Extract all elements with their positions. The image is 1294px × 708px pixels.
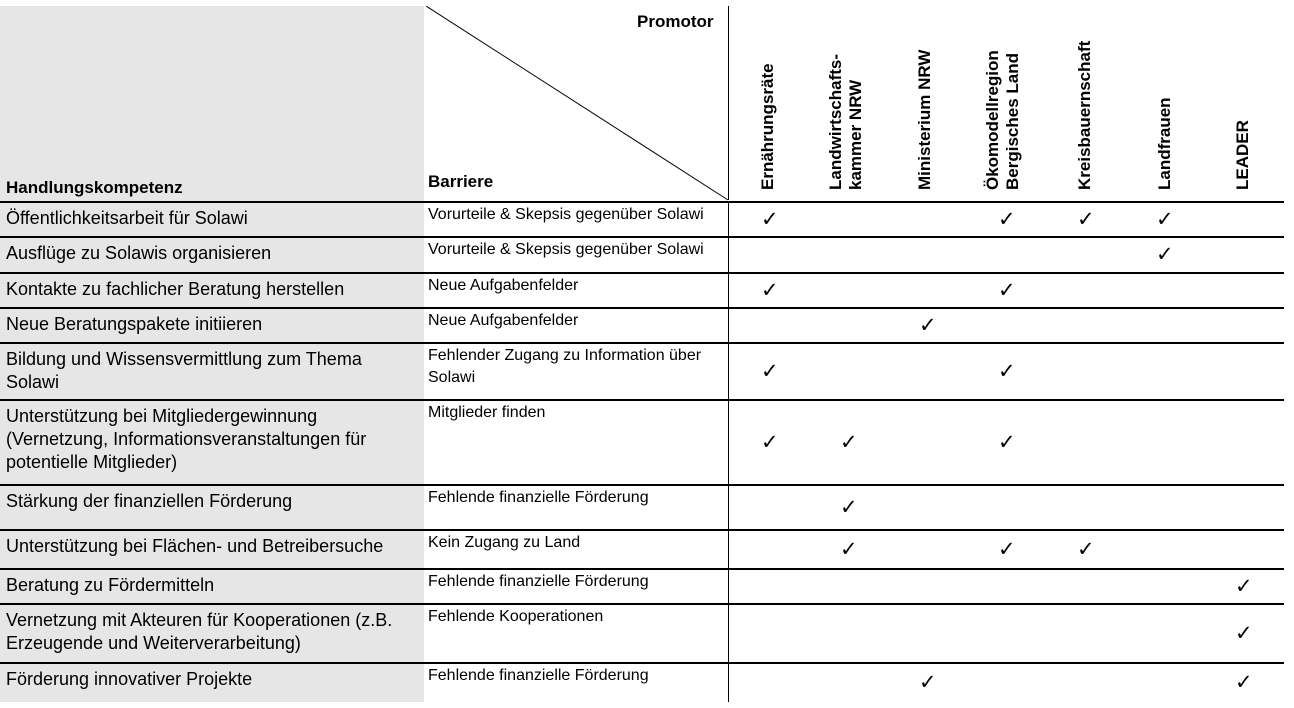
- promoter-header: Promotor: [637, 12, 714, 31]
- competence-text: Ausflüge zu Solawis organisieren: [6, 243, 272, 263]
- competence-text: Vernetzung mit Akteuren für Kooperationen (z.B. Erzeugende und Weiterverarbeitung): [6, 610, 393, 653]
- barrier-text: Fehlende finanzielle Förderung: [428, 489, 649, 506]
- row-column-divider: [728, 664, 729, 702]
- check-mark: ✓: [761, 358, 779, 383]
- check-mark: ✓: [1235, 620, 1253, 645]
- row-column-divider: [728, 274, 729, 307]
- barrier-header: Barriere: [428, 172, 494, 191]
- check-mark: ✓: [998, 277, 1016, 302]
- competence-text: Neue Beratungspakete initiieren: [6, 314, 263, 334]
- check-mark: ✓: [998, 206, 1016, 231]
- check-mark: ✓: [1235, 670, 1253, 694]
- check-mark: ✓: [919, 312, 937, 337]
- competence-text: Unterstützung bei Mitgliedergewinnung (Vernetzung, Informationsveranstaltungen für potentielle Mitglieder): [6, 406, 367, 472]
- check-mark: ✓: [919, 670, 937, 694]
- check-mark: ✓: [998, 429, 1016, 454]
- row-column-divider: [728, 203, 729, 236]
- row-column-divider: [728, 309, 729, 342]
- row-column-divider: [728, 605, 729, 662]
- competence-text: Stärkung der finanziellen Förderung: [6, 491, 293, 511]
- promoter-column-header: Ernährungsräte: [758, 63, 777, 190]
- check-mark: ✓: [840, 494, 858, 519]
- competence-text: Bildung und Wissensvermittlung zum Thema Solawi: [6, 349, 362, 392]
- row-column-divider: [728, 531, 729, 568]
- check-mark: ✓: [1077, 536, 1095, 561]
- barrier-text: Fehlender Zugang zu Information über Solawi: [428, 347, 702, 386]
- row-column-divider: [728, 570, 729, 603]
- check-mark: ✓: [1077, 206, 1095, 231]
- competence-header: Handlungskompetenz: [6, 178, 183, 197]
- promoter-column-header: Ministerium NRW: [915, 49, 934, 190]
- check-mark: ✓: [998, 536, 1016, 561]
- competence-text: Unterstützung bei Flächen- und Betreibersuche: [6, 536, 384, 556]
- barrier-text: Fehlende finanzielle Förderung: [428, 573, 649, 590]
- check-mark: ✓: [1156, 242, 1174, 266]
- promoter-column-header: Ökomodellregion Bergisches Land: [983, 50, 1022, 190]
- barrier-text: Neue Aufgabenfelder: [428, 277, 579, 294]
- promoter-column-header: Kreisbauernschaft: [1075, 40, 1094, 190]
- row-column-divider: [728, 401, 729, 484]
- competence-text: Beratung zu Fördermitteln: [6, 575, 215, 595]
- competence-text: Förderung innovativer Projekte: [6, 669, 253, 689]
- check-mark: ✓: [1156, 206, 1174, 231]
- check-mark: ✓: [1235, 573, 1253, 598]
- promoter-column-header: Landwirtschafts- kammer NRW: [826, 53, 865, 190]
- competence-text: Kontakte zu fachlicher Beratung herstellen: [6, 279, 345, 299]
- header-grey-cell: [0, 6, 424, 201]
- check-mark: ✓: [761, 277, 779, 302]
- promoter-column-header: Landfrauen: [1155, 97, 1174, 190]
- row-column-divider: [728, 238, 729, 272]
- promoter-column-header: LEADER: [1233, 120, 1252, 190]
- row-column-divider: [728, 486, 729, 529]
- competence-text: Öffentlichkeitsarbeit für Solawi: [6, 208, 248, 228]
- check-mark: ✓: [761, 429, 779, 454]
- barrier-text: Vorurteile & Skepsis gegenüber Solawi: [428, 206, 704, 223]
- barrier-text: Mitglieder finden: [428, 404, 546, 421]
- check-mark: ✓: [840, 536, 858, 561]
- check-mark: ✓: [840, 429, 858, 454]
- barrier-text: Vorurteile & Skepsis gegenüber Solawi: [428, 241, 704, 258]
- barrier-text: Fehlende finanzielle Förderung: [428, 667, 649, 684]
- row-column-divider: [728, 344, 729, 399]
- barrier-text: Kein Zugang zu Land: [428, 534, 581, 551]
- check-mark: ✓: [761, 206, 779, 231]
- header-column-divider: [728, 6, 729, 200]
- barrier-text: Fehlende Kooperationen: [428, 608, 604, 625]
- barrier-text: Neue Aufgabenfelder: [428, 312, 579, 329]
- check-mark: ✓: [998, 358, 1016, 383]
